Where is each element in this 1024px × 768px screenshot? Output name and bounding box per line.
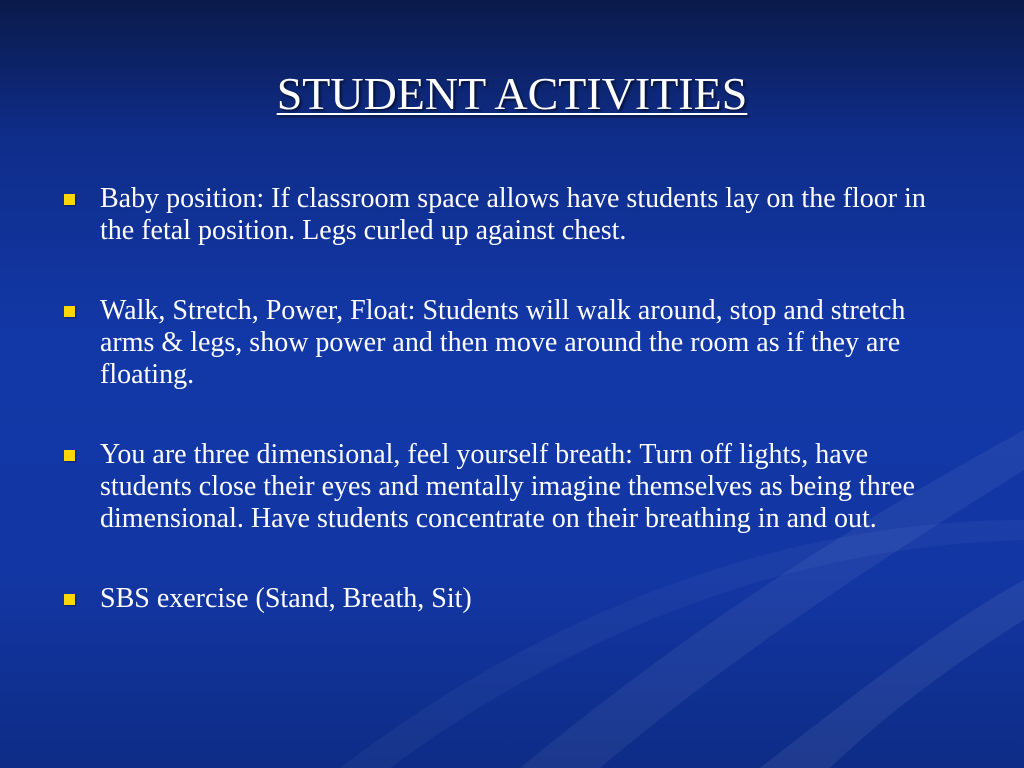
bullet-text: You are three dimensional, feel yourself breath: Turn off lights, have students close their eyes and mentally imagine themselves as being three dimensional. Have students concentrate on their breathing in and out. (100, 439, 915, 534)
square-bullet-icon (64, 306, 75, 317)
bullet-list (60, 183, 960, 663)
bullet-item (60, 295, 960, 391)
slide-title (0, 66, 1024, 122)
bullet-item (60, 439, 960, 535)
square-bullet-icon (64, 450, 75, 461)
bullet-text: Baby position: If classroom space allows have students lay on the floor in the fetal position. Legs curled up against chest. (100, 183, 926, 246)
slide-title-text: STUDENT ACTIVITIES (276, 68, 748, 119)
bullet-item (60, 583, 960, 615)
bullet-item (60, 183, 960, 247)
square-bullet-icon (64, 594, 75, 605)
bullet-text: Walk, Stretch, Power, Float: Students will walk around, stop and stretch arms & legs, show power and then move around the room as if they are floating. (100, 295, 906, 390)
bullet-text: SBS exercise (Stand, Breath, Sit) (100, 583, 472, 614)
square-bullet-icon (64, 194, 75, 205)
